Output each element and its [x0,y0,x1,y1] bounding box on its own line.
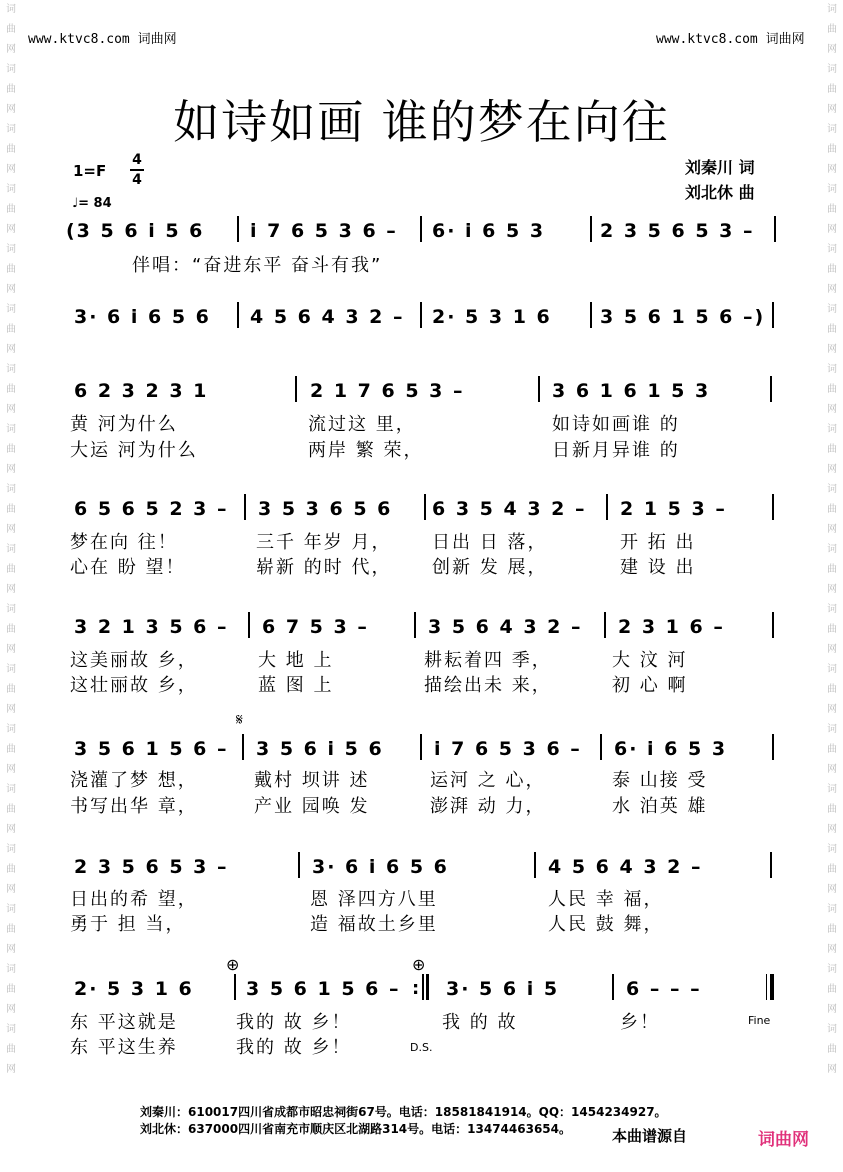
barline [420,216,422,242]
barline [590,302,592,328]
measure-notes: 4 5 6 4 3 2 – [250,306,405,328]
lyricist-credit: 刘秦川 词 [685,158,755,177]
lyric-line: 我的 故 乡！ [236,1012,352,1033]
barline [414,612,416,638]
measure-notes: 2· 5 3 1 6 [432,306,552,328]
lyric-line: 蓝 图 上 [258,675,334,696]
measure-notes: (3 5 6 i 5 6 [66,220,205,242]
measure-notes: 4 5 6 4 3 2 – [548,856,703,878]
measure-notes: 2 3 5 6 5 3 – [74,856,229,878]
final-barline-thin [766,974,767,1000]
measure-notes: 3 5 6 1 5 6 – [74,738,229,760]
measure-notes: 3· 6 i 6 5 6 [74,306,211,328]
measure-notes: 2 1 7 6 5 3 – [310,380,465,402]
lyric-line: 伴唱：“奋进东平 奋斗有我” [132,255,383,276]
lyric-line: 心在 盼 望！ [70,557,186,578]
lyric-line: 两岸 繁 荣， [308,440,424,461]
measure-notes: 3 6 1 6 1 5 3 [552,380,711,402]
contact-lyricist: 刘秦川：610017四川省成都市昭忠祠街67号。电话：18581841914。QQ：1454234927。 [140,1105,667,1119]
lyric-line: 人民 幸 福， [548,889,664,910]
barline [534,852,536,878]
lyric-line: 乡！ [620,1012,660,1033]
barline [770,852,772,878]
lyric-line: 崭新 的时 代， [256,557,392,578]
lyric-line: 人民 鼓 舞， [548,914,664,935]
measure-notes: 6 – – – [626,978,702,1000]
lyric-line: 我的 故 乡！ [236,1037,352,1058]
lyric-line: 如诗如画谁 的 [552,414,680,435]
lyric-line: 流过这 里， [308,414,416,435]
ds-mark: D.S. [410,1041,433,1054]
barline [606,494,608,520]
barline [422,974,424,1000]
lyric-line: 水 泊英 雄 [612,796,708,817]
measure-notes: 3 5 6 1 5 6 – [246,978,401,1000]
measure-notes: 3 5 6 i 5 6 [256,738,384,760]
measure-notes: 3· 5 6 i 5 [446,978,560,1000]
barline [604,612,606,638]
barline [237,216,239,242]
barline [234,974,236,1000]
lyric-line: 创新 发 展， [432,557,548,578]
measure-notes: i 7 6 5 3 6 – [250,220,398,242]
lyric-line: 我 的 故 [442,1012,518,1033]
lyric-line: 日新月异谁 的 [552,440,680,461]
barline [242,734,244,760]
lyric-line: 日出的希 望， [70,889,198,910]
segno-mark: 𝄋 [236,710,243,729]
measure-notes: 3 5 3 6 5 6 [258,498,393,520]
barline [612,974,614,1000]
barline [244,494,246,520]
side-watermark-right: 词曲网词曲网词曲网词曲网词曲网词曲网词曲网词曲网词曲网词曲网词曲网词曲网词曲网词曲网词曲网词曲网词曲网词曲网 [827,4,837,1075]
lyric-line: 建 设 出 [620,557,696,578]
final-barline-thick [770,974,774,1000]
lyric-line: 戴村 坝讲 述 [254,770,370,791]
measure-notes: i 7 6 5 3 6 – [434,738,582,760]
barline [237,302,239,328]
measure-notes: 6· i 6 5 3 [614,738,728,760]
barline [248,612,250,638]
lyric-line: 澎湃 动 力， [430,796,546,817]
measure-notes: 6· i 6 5 3 [432,220,546,242]
lyric-line: 运河 之 心， [430,770,546,791]
lyric-line: 黄 河为什么 [70,414,178,435]
measure-notes: 2 3 1 6 – [618,616,725,638]
barline [772,494,774,520]
barline [590,216,592,242]
barline [774,216,776,242]
lyric-line: 初 心 啊 [612,675,688,696]
lyric-line: 日出 日 落， [432,532,548,553]
lyric-line: 泰 山接 受 [612,770,708,791]
lyric-line: 大 地 上 [258,650,334,671]
lyric-line: 三千 年岁 月， [256,532,392,553]
measure-notes: 3· 6 i 6 5 6 [312,856,449,878]
lyric-line: 书写出华 章， [70,796,198,817]
source-label: 本曲谱源自 [612,1127,688,1145]
lyric-line: 东 平这就是 [70,1012,178,1033]
barline [424,494,426,520]
lyric-line: 造 福故土乡里 [310,914,438,935]
barline [538,376,540,402]
fine-mark: Fine [748,1014,771,1027]
barline [772,302,774,328]
time-signature-top: 4 [132,152,142,168]
barline [426,974,429,1000]
measure-notes: 6 3 5 4 3 2 – [432,498,587,520]
barline [600,734,602,760]
site-url-left[interactable]: www.ktvc8.com 词曲网 [28,32,177,47]
lyric-line: 开 拓 出 [620,532,696,553]
time-signature-bottom: 4 [132,172,142,188]
repeat-sign: : [412,978,420,999]
measure-notes: 6 5 6 5 2 3 – [74,498,229,520]
lyric-line: 产业 园唤 发 [254,796,370,817]
lyric-line: 耕耘着四 季， [424,650,552,671]
lyric-line: 梦在向 往！ [70,532,178,553]
barline [772,612,774,638]
lyric-line: 描绘出未 来， [424,675,552,696]
measure-notes: 2 3 5 6 5 3 – [600,220,755,242]
coda-mark: ⊕ [412,955,426,974]
lyric-line: 大运 河为什么 [70,440,198,461]
lyric-line: 勇于 担 当， [70,914,186,935]
tempo-marking: ♩= 84 [72,196,112,211]
barline [295,376,297,402]
key-signature: 1=F [73,162,107,180]
measure-notes: 6 2 3 2 3 1 [74,380,209,402]
measure-notes: 3 2 1 3 5 6 – [74,616,229,638]
barline [420,734,422,760]
measure-notes: 3 5 6 1 5 6 –) [600,306,766,328]
lyric-line: 大 汶 河 [612,650,688,671]
lyric-line: 这壮丽故 乡， [70,675,198,696]
side-watermark-left: 词曲网词曲网词曲网词曲网词曲网词曲网词曲网词曲网词曲网词曲网词曲网词曲网词曲网词曲网词曲网词曲网词曲网词曲网 [6,4,16,1075]
barline [298,852,300,878]
barline [420,302,422,328]
time-signature [130,153,144,187]
composer-credit: 刘北休 曲 [685,183,755,202]
barline [772,734,774,760]
site-logo[interactable]: 词曲网 [758,1130,809,1150]
song-title: 如诗如画 谁的梦在向往 [173,95,670,149]
measure-notes: 6 7 5 3 – [262,616,369,638]
measure-notes: 3 5 6 4 3 2 – [428,616,583,638]
lyric-line: 恩 泽四方八里 [310,889,438,910]
measure-notes: 2· 5 3 1 6 [74,978,194,1000]
lyric-line: 这美丽故 乡， [70,650,198,671]
lyric-line: 浇灌了梦 想， [70,770,198,791]
measure-notes: 2 1 5 3 – [620,498,727,520]
lyric-line: 东 平这生养 [70,1037,178,1058]
site-url-right[interactable]: www.ktvc8.com 词曲网 [656,32,805,47]
coda-mark: ⊕ [226,955,240,974]
barline [770,376,772,402]
contact-composer: 刘北休：637000四川省南充市顺庆区北湖路314号。电话：13474463654。 [140,1122,571,1136]
